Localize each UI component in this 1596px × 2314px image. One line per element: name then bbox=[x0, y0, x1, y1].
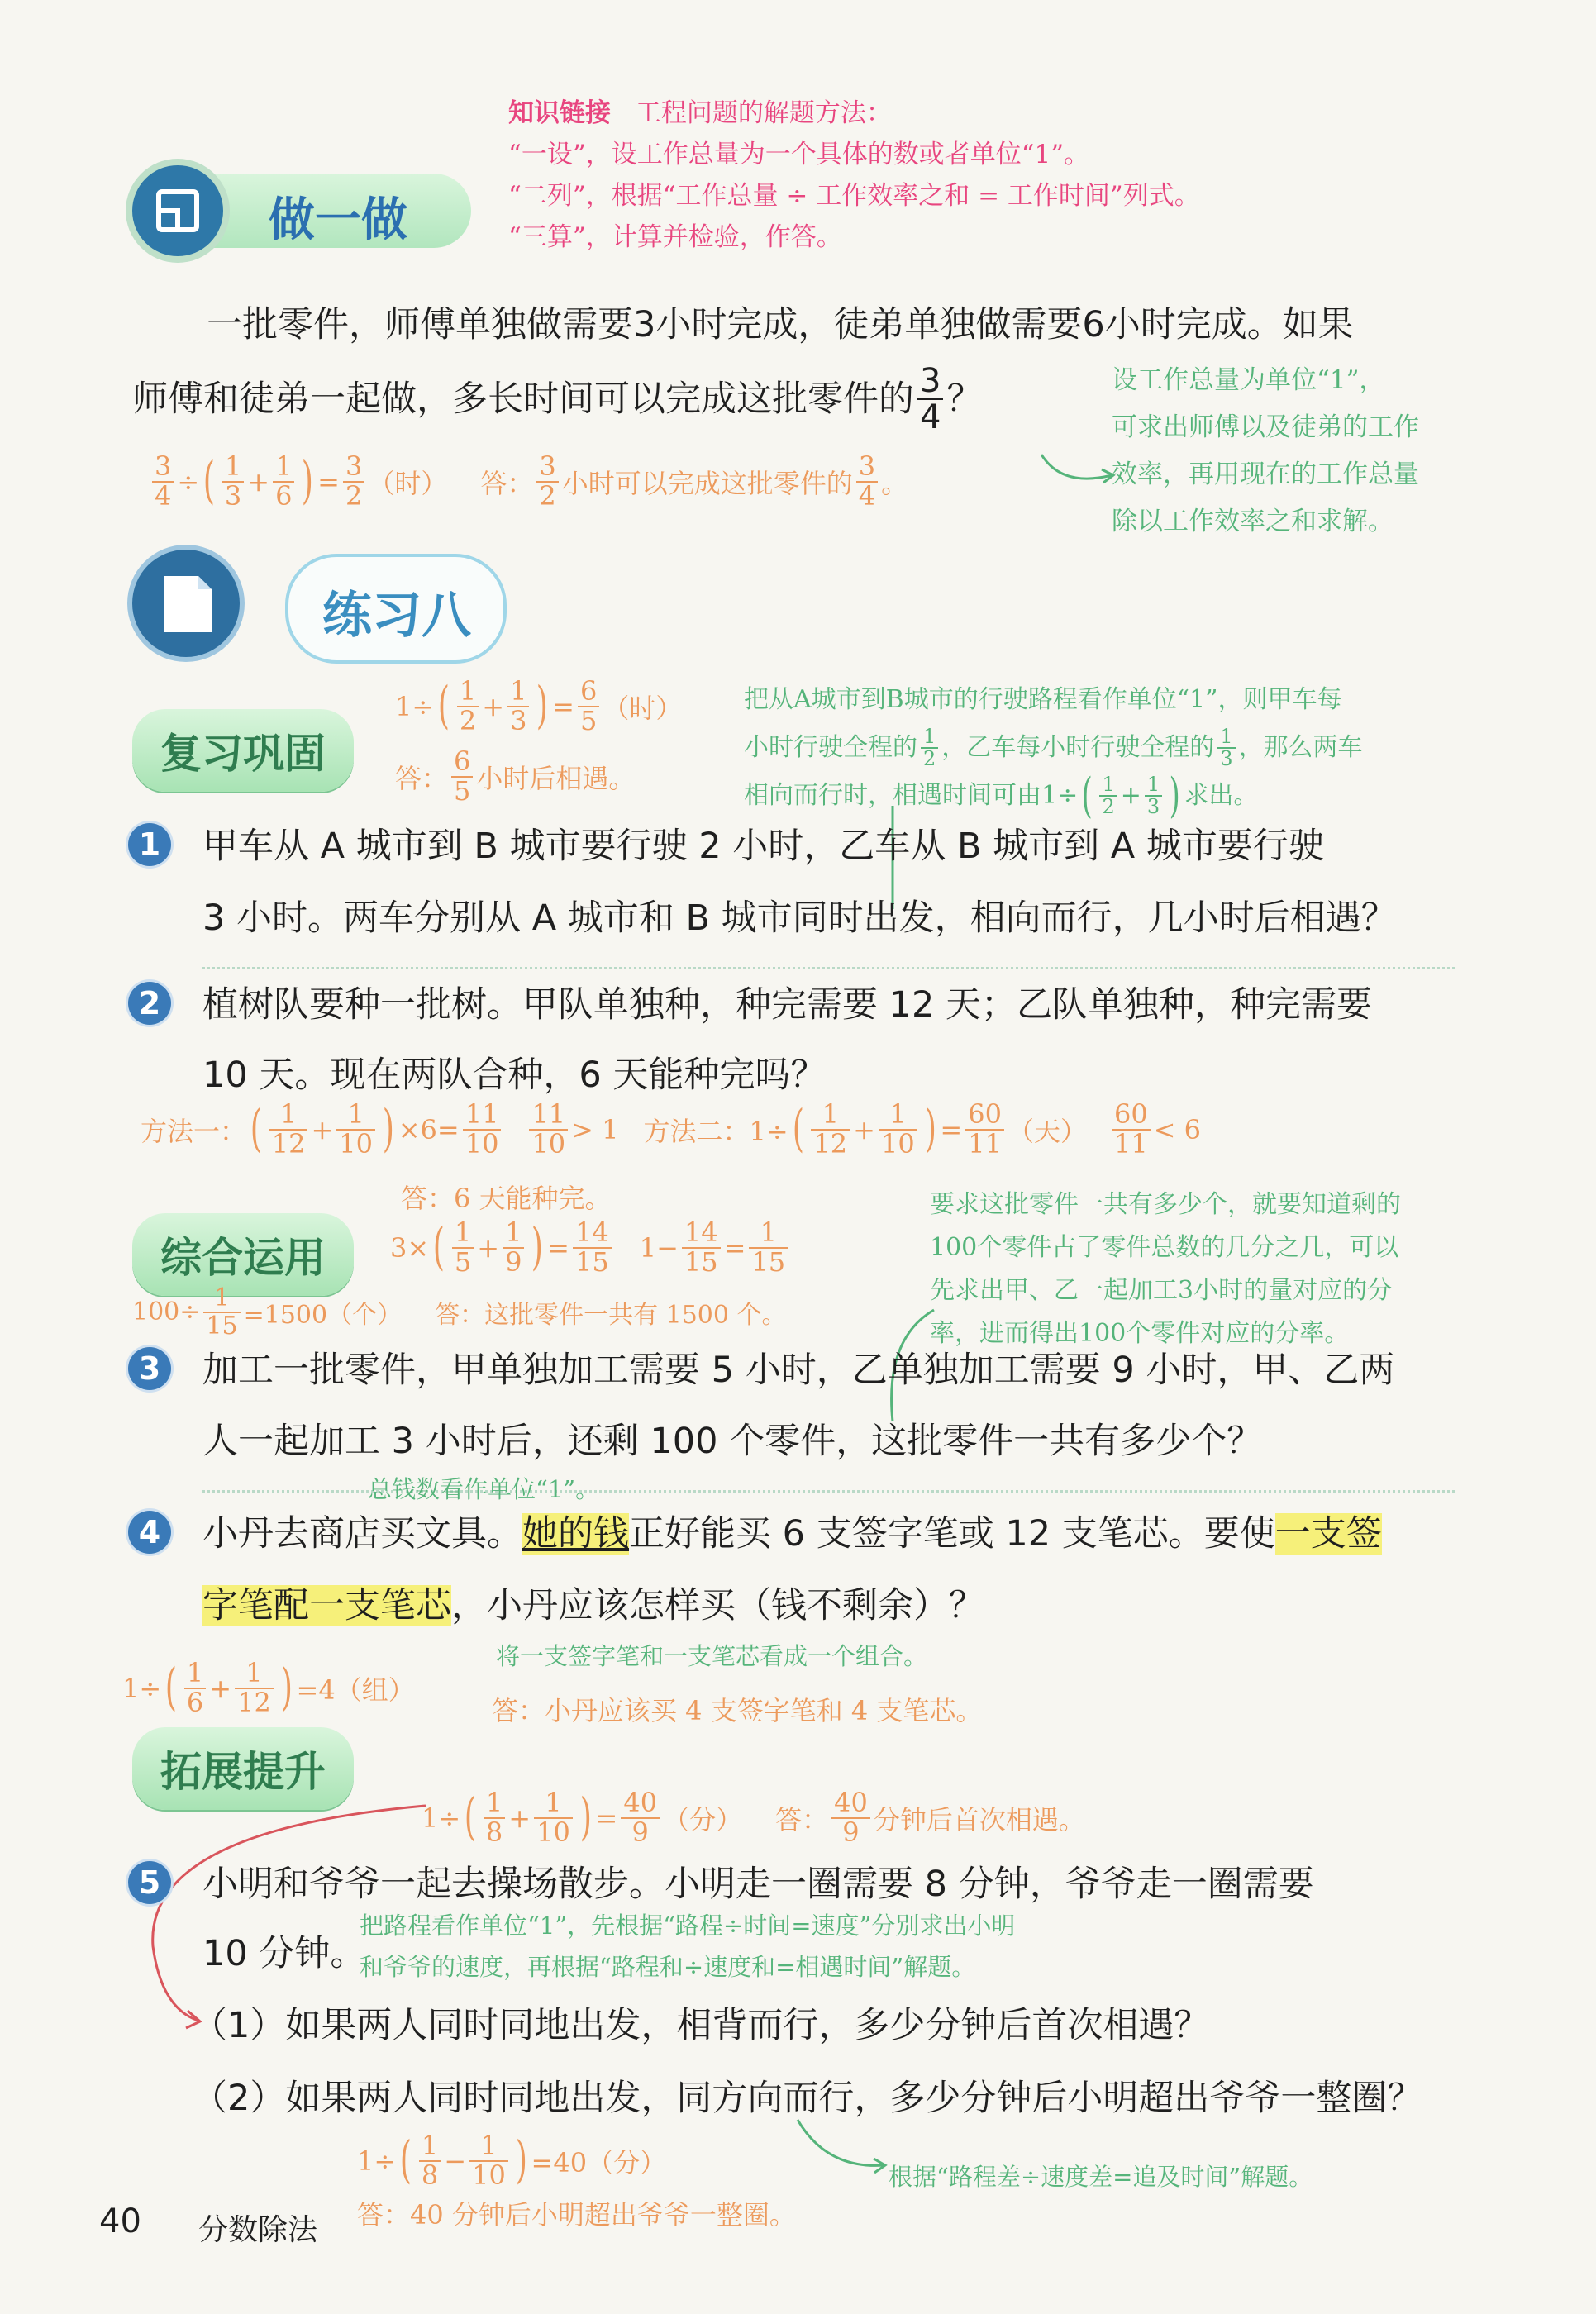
question-3-line2: 人一起加工 3 小时后，还剩 100 个零件，这批零件一共有多少个？ bbox=[202, 1421, 1263, 1462]
comprehensive-solution-3: 3× ( $\frac{1}{5}$ + $\frac{1}{9}$ ) = $\frac{14}{15}$ 1− $\frac{14}{15}$ = $\frac{1}{15}$ bbox=[390, 1219, 791, 1276]
extension-solution-5a: 1÷ ( $\frac{1}{8}$ + $\frac{1}{10}$ ) = $\frac{40}{9}$ （分） 答： $\frac{40}{9}$ 分钟后首次相遇。 bbox=[422, 1787, 1085, 1848]
comprehensive-note-4b: 将一支签字笔和一支笔芯看成一个组合。 bbox=[496, 1642, 928, 1670]
arrow-note-1 bbox=[1037, 446, 1120, 496]
question-4-line2: 字笔配一支笔芯，小丹应该怎样买（钱不剩余）？ bbox=[202, 1585, 984, 1626]
divider bbox=[202, 967, 1455, 969]
review-title: 复习巩固 bbox=[132, 709, 354, 792]
question-2-line1: 植树队要种一批树。甲队单独种，种完需要 12 天；乙队单独种，种完需要 bbox=[202, 984, 1373, 1026]
question-number-1: 1 bbox=[128, 823, 171, 866]
question-5-sub2: （2）如果两人同时同地出发，同方向而行，多少分钟后小明超出爷爷一整圈？ bbox=[192, 2078, 1423, 2119]
comprehensive-note-3: 要求这批零件一共有多少个，就要知道剩的 100个零件占了零件总数的几分之几，可以 先求出甲、乙一起加工3小时的量对应的分 率，进而得出100个零件对应的分率。 bbox=[930, 1190, 1401, 1348]
extension-answer-5b: 答：40 分钟后小明超出爷爷一整圈。 bbox=[357, 2199, 796, 2231]
review-answer-2: 答：6 天能种完。 bbox=[401, 1183, 612, 1214]
question-number-5: 5 bbox=[128, 1861, 171, 1904]
knowledge-link-title: 工程问题的解题方法： bbox=[635, 98, 892, 128]
question-5-sub1: （1）如果两人同时同地出发，相背而行，多少分钟后首次相遇？ bbox=[192, 2005, 1210, 2046]
comprehensive-solution-4: 1÷ ( $\frac{1}{6}$ + $\frac{1}{12}$ ) =4（组） bbox=[122, 1657, 415, 1718]
arrow-note-5 bbox=[793, 2116, 893, 2182]
zuoyizuo-problem-line1: 一批零件，师傅单独做需要3小时完成，徒弟单独做需要6小时完成。如果 bbox=[207, 304, 1354, 345]
exercise-icon bbox=[132, 550, 240, 657]
review-answer-1: 答： $\frac{6}{5}$ 小时后相遇。 bbox=[395, 745, 636, 807]
zuoyizuo-header bbox=[132, 165, 471, 256]
review-solution-2: 方法一： ( $\frac{1}{12}$ + $\frac{1}{10}$ ) ×6= $\frac{11}{10}$ $\frac{11}{10}$ > 1 方法二：1÷ ( $\frac{1}{12}$ + $\frac{1}{10}$ ) = $\frac{60}{11}$ （天） $\frac{60}{11}$ < 6 bbox=[141, 1098, 1202, 1159]
question-5-line1: 小明和爷爷一起去操场散步。小明走一圈需要 8 分钟，爷爷走一圈需要 bbox=[202, 1864, 1314, 1905]
zuoyizuo-problem-line2: 师傅和徒弟一起做，多长时间可以完成这批零件的 $\frac{3}{4}$ ？ bbox=[132, 362, 983, 436]
extension-title: 拓展提升 bbox=[132, 1727, 354, 1810]
extension-note-5: 把路程看作单位“1”，先根据“路程÷时间=速度”分别求出小明 和爷爷的速度，再根据“路程和÷速度和=相遇时间”解题。 bbox=[360, 1912, 1016, 1981]
knowledge-link bbox=[508, 93, 1200, 258]
question-number-2: 2 bbox=[128, 982, 171, 1025]
highlight: 字笔配一支笔芯 bbox=[202, 1585, 451, 1626]
question-1-line2: 3 小时。两车分别从 A 城市和 B 城市同时出发，相向而行，几小时后相遇？ bbox=[202, 898, 1397, 939]
zuoyizuo-icon bbox=[132, 165, 223, 256]
page-number: 40 bbox=[99, 2202, 141, 2240]
zuoyizuo-title: 做一做 bbox=[269, 193, 407, 247]
question-number-4: 4 bbox=[128, 1511, 171, 1554]
comprehensive-title: 综合运用 bbox=[132, 1213, 354, 1296]
question-5-line2: 10 分钟。 bbox=[202, 1933, 366, 1974]
question-number-3: 3 bbox=[128, 1347, 171, 1390]
comprehensive-solution-3b: 100÷ $\frac{1}{15}$ =1500（个） 答：这批零件一共有 1500 个。 bbox=[132, 1283, 787, 1340]
extension-solution-5b: 1÷ ( $\frac{1}{8}$ − $\frac{1}{10}$ ) =40（分） bbox=[357, 2130, 667, 2191]
zuoyizuo-note: 设工作总量为单位“1”， 可求出师傅以及徒弟的工作 效率，再用现在的工作总量 除以工作效率之和求解。 bbox=[1112, 365, 1419, 536]
extension-note-5b: 根据“路程差÷速度差=追及时间”解题。 bbox=[889, 2163, 1313, 2191]
knowledge-link-line1: “一设”，设工作总量为一个具体的数或者单位“1”。 bbox=[508, 140, 1090, 169]
review-solution-1: 1÷ ( $\frac{1}{2}$ + $\frac{1}{3}$ ) = $\frac{6}{5}$ （时） bbox=[395, 675, 683, 736]
chapter-name: 分数除法 bbox=[198, 2213, 318, 2247]
highlight: 她的钱 bbox=[522, 1513, 629, 1555]
exercise-title: 练习八 bbox=[322, 587, 471, 645]
highlight: 一支签 bbox=[1274, 1513, 1382, 1555]
knowledge-link-line2: “二列”，根据“工作总量 ÷ 工作效率之和 = 工作时间”列式。 bbox=[508, 181, 1200, 211]
exercise-header bbox=[132, 550, 512, 661]
question-4-line1: 小丹去商店买文具。她的钱正好能买 6 支签字笔或 12 支笔芯。要使一支签 bbox=[202, 1513, 1382, 1555]
question-1-line1: 甲车从 A 城市到 B 城市要行驶 2 小时，乙车从 B 城市到 A 城市要行驶 bbox=[202, 826, 1324, 867]
zuoyizuo-solution: $\frac{3}{4}$ ÷ ( $\frac{1}{3}$ + $\frac{1}{6}$ ) = $\frac{3}{2}$ （时） 答： $\frac{3}{2}$ 小时可以完成这批零件的 $\frac{3}{4}$ 。 bbox=[149, 453, 908, 510]
knowledge-link-line3: “三算”，计算并检验，作答。 bbox=[508, 222, 842, 252]
review-note-1: 把从A城市到B城市的行驶路程看作单位“1”，则甲车每 小时行驶全程的 $\frac{1}{2}$ ，乙车每小时行驶全程的 $\frac{1}{3}$ ，那么两车 相向而行时，相遇时间可由1÷ ( $\frac{1}{2}$ + $\frac{1}{3}$ ) 求出。 bbox=[744, 685, 1363, 823]
question-3-line1: 加工一批零件，甲单独加工需要 5 小时，乙单独加工需要 9 小时，甲、乙两 bbox=[202, 1350, 1395, 1391]
comprehensive-answer-4: 答：小丹应该买 4 支签字笔和 4 支笔芯。 bbox=[492, 1695, 983, 1726]
comprehensive-note-4a: 总钱数看作单位“1”。 bbox=[368, 1475, 600, 1503]
fraction: $\frac{3}{4}$ bbox=[917, 364, 943, 435]
question-2-line2: 10 天。现在两队合种，6 天能种完吗？ bbox=[202, 1055, 827, 1096]
knowledge-link-tag: 知识链接 bbox=[508, 98, 611, 128]
